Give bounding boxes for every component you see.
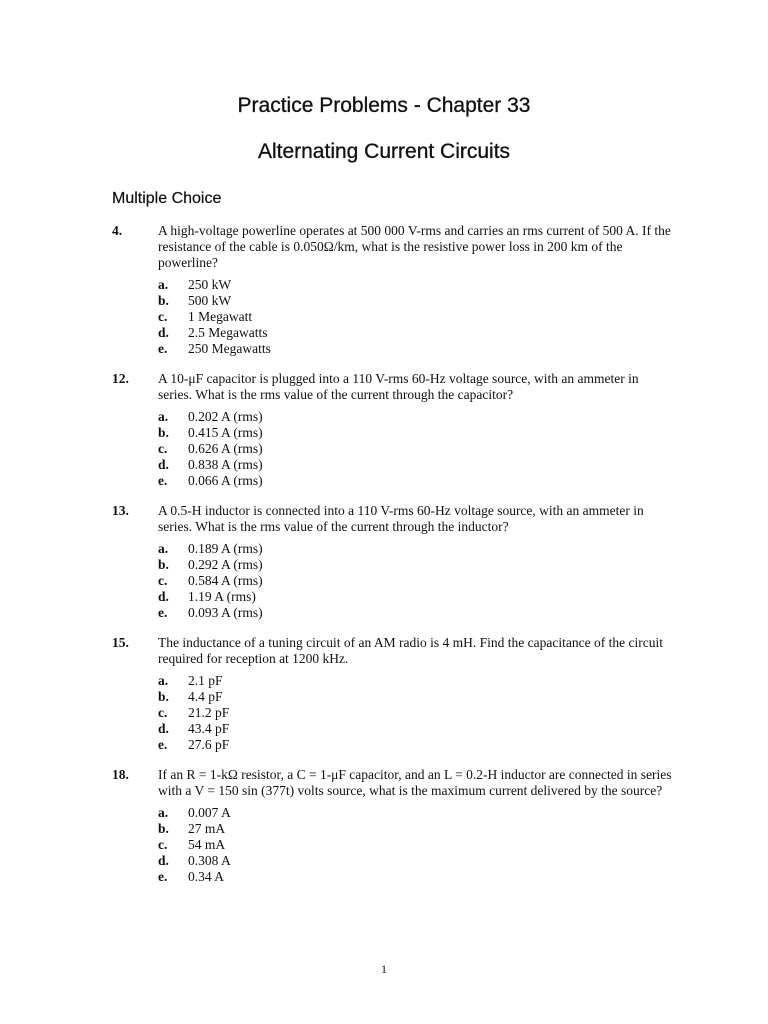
- choice-item: [158, 589, 672, 605]
- choice-item: [158, 705, 672, 721]
- problem-list: [112, 223, 672, 885]
- choice-text: 0.066 A (rms): [188, 473, 263, 488]
- section-heading: Multiple Choice: [112, 190, 222, 207]
- choice-text: 250 Megawatts: [188, 341, 271, 356]
- choice-item: [158, 341, 672, 357]
- choice-label: c.: [158, 837, 168, 852]
- choice-item: [158, 853, 672, 869]
- choice-item: [158, 473, 672, 489]
- problem-text: A 10-μF capacitor is plugged into a 110 V-rms 60-Hz voltage source, with an ammeter in series. What is the rms value of the current through the capacitor?: [158, 371, 639, 402]
- problem-4: [112, 223, 672, 357]
- choice-item: [158, 805, 672, 821]
- choice-list: [158, 277, 672, 357]
- choice-text: 43.4 pF: [188, 721, 230, 736]
- choice-label: c.: [158, 573, 168, 588]
- choice-text: 27 mA: [188, 821, 226, 836]
- choice-label: b.: [158, 293, 169, 308]
- choice-text: 0.584 A (rms): [188, 573, 263, 588]
- problem-18: [112, 767, 672, 885]
- choice-text: 4.4 pF: [188, 689, 223, 704]
- choice-list: [158, 673, 672, 753]
- choice-label: a.: [158, 541, 169, 556]
- choice-list: [158, 805, 672, 885]
- choice-item: [158, 277, 672, 293]
- choice-label: c.: [158, 309, 168, 324]
- choice-text: 0.308 A: [188, 853, 231, 868]
- choice-label: b.: [158, 557, 169, 572]
- choice-label: a.: [158, 409, 169, 424]
- choice-text: 0.838 A (rms): [188, 457, 263, 472]
- choice-label: b.: [158, 821, 169, 836]
- choice-label: a.: [158, 805, 169, 820]
- choice-item: [158, 425, 672, 441]
- choice-item: [158, 673, 672, 689]
- choice-text: 1.19 A (rms): [188, 589, 256, 604]
- choice-label: c.: [158, 705, 168, 720]
- choice-item: [158, 441, 672, 457]
- page-number: 1: [381, 962, 387, 976]
- problem-text: If an R = 1-kΩ resistor, a C = 1-μF capacitor, and an L = 0.2-H inductor are connected in series with a V = 150 sin (377t) volts source, what is the maximum current delivered by the source?: [158, 767, 672, 798]
- choice-text: 500 kW: [188, 293, 232, 308]
- choice-label: e.: [158, 737, 168, 752]
- page-title: Practice Problems - Chapter 33: [237, 94, 531, 117]
- choice-label: b.: [158, 689, 169, 704]
- choice-label: a.: [158, 277, 169, 292]
- choice-item: [158, 689, 672, 705]
- page-subtitle: Alternating Current Circuits: [257, 140, 511, 163]
- problem-12: [112, 371, 672, 489]
- choice-label: e.: [158, 341, 168, 356]
- choice-label: e.: [158, 869, 168, 884]
- choice-text: 0.34 A: [188, 869, 225, 884]
- choice-item: [158, 457, 672, 473]
- choice-label: d.: [158, 457, 169, 472]
- choice-label: e.: [158, 473, 168, 488]
- problem-text: A 0.5-H inductor is connected into a 110 V-rms 60-Hz voltage source, with an ammeter in series. What is the rms value of the current through the inductor?: [158, 503, 644, 534]
- problem-number: 12.: [112, 371, 129, 386]
- choice-item: [158, 309, 672, 325]
- choice-list: [158, 541, 672, 621]
- choice-label: d.: [158, 589, 169, 604]
- choice-text: 2.5 Megawatts: [188, 325, 268, 340]
- choice-label: d.: [158, 853, 169, 868]
- choice-item: [158, 837, 672, 853]
- choice-text: 54 mA: [188, 837, 226, 852]
- choice-item: [158, 605, 672, 621]
- choice-text: 0.415 A (rms): [188, 425, 263, 440]
- choice-text: 21.2 pF: [188, 705, 230, 720]
- choice-text: 0.292 A (rms): [188, 557, 263, 572]
- choice-item: [158, 541, 672, 557]
- choice-label: c.: [158, 441, 168, 456]
- choice-item: [158, 821, 672, 837]
- choice-label: d.: [158, 325, 169, 340]
- problem-number: 18.: [112, 767, 129, 782]
- choice-item: [158, 573, 672, 589]
- choice-list: [158, 409, 672, 489]
- problem-number: 13.: [112, 503, 129, 518]
- choice-label: b.: [158, 425, 169, 440]
- choice-item: [158, 557, 672, 573]
- choice-text: 0.007 A: [188, 805, 231, 820]
- choice-label: a.: [158, 673, 169, 688]
- choice-label: e.: [158, 605, 168, 620]
- problem-15: [112, 635, 672, 753]
- choice-text: 1 Megawatt: [188, 309, 253, 324]
- choice-item: [158, 409, 672, 425]
- problem-text: The inductance of a tuning circuit of an AM radio is 4 mH. Find the capacitance of the circuit required for reception at 1200 kHz.: [158, 635, 663, 666]
- choice-item: [158, 325, 672, 341]
- choice-text: 0.189 A (rms): [188, 541, 263, 556]
- choice-text: 0.093 A (rms): [188, 605, 263, 620]
- choice-item: [158, 737, 672, 753]
- choice-text: 0.626 A (rms): [188, 441, 263, 456]
- choice-text: 27.6 pF: [188, 737, 230, 752]
- problem-text: A high-voltage powerline operates at 500 000 V-rms and carries an rms current of 500 A. If the resistance of the cable is 0.050Ω/km, what is the resistive power loss in 200 km of the powerline?: [158, 223, 671, 270]
- choice-text: 0.202 A (rms): [188, 409, 263, 424]
- problem-13: [112, 503, 672, 621]
- problem-number: 15.: [112, 635, 129, 650]
- problem-number: 4.: [112, 223, 123, 238]
- choice-item: [158, 869, 672, 885]
- choice-item: [158, 721, 672, 737]
- choice-label: d.: [158, 721, 169, 736]
- choice-item: [158, 293, 672, 309]
- choice-text: 250 kW: [188, 277, 232, 292]
- choice-text: 2.1 pF: [188, 673, 223, 688]
